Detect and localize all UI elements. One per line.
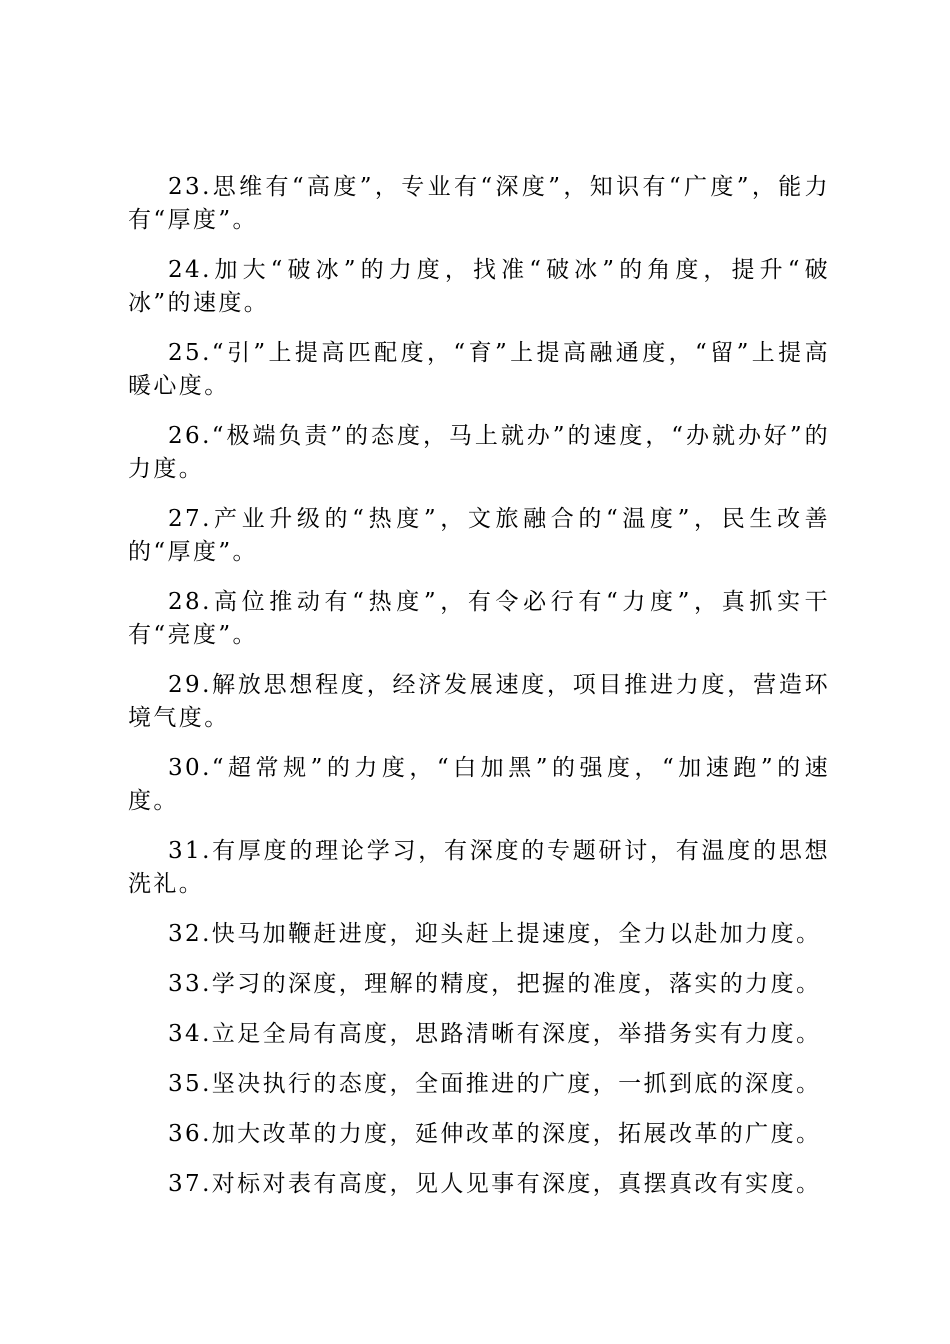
- list-item-31: 31.有厚度的理论学习，有深度的专题研讨，有温度的思想洗礼。: [128, 838, 830, 897]
- list-item-26: 26.“极端负责”的态度，马上就办”的速度，“办就办好”的力度。: [128, 423, 830, 482]
- list-item-35: 35.坚决执行的态度，全面推进的广度，一抓到底的深度。: [168, 1071, 822, 1097]
- list-item-25: 25.“引”上提高匹配度，“育”上提高融通度，“留”上提高暖心度。: [128, 340, 830, 399]
- list-item-24: 24.加大“破冰”的力度，找准“破冰”的角度，提升“破冰”的速度。: [128, 257, 830, 316]
- list-item-32: 32.快马加鞭赶进度，迎头赶上提速度，全力以赴加力度。: [168, 921, 822, 947]
- list-item-28: 28.高位推动有“热度”，有令必行有“力度”，真抓实干有“亮度”。: [128, 589, 830, 648]
- list-item-37: 37.对标对表有高度，见人见事有深度，真摆真改有实度。: [168, 1171, 822, 1197]
- document-body: [128, 171, 830, 1218]
- list-item-34: 34.立足全局有高度，思路清晰有深度，举措务实有力度。: [168, 1021, 822, 1047]
- list-item-29: 29.解放思想程度，经济发展速度，项目推进力度，营造环境气度。: [128, 672, 830, 731]
- list-item-36: 36.加大改革的力度，延伸改革的深度，拓展改革的广度。: [168, 1121, 822, 1147]
- list-item-30: 30.“超常规”的力度，“白加黑”的强度，“加速跑”的速度。: [128, 755, 830, 814]
- list-item-27: 27.产业升级的“热度”，文旅融合的“温度”，民生改善的“厚度”。: [128, 506, 830, 565]
- list-item-23: 23.思维有“高度”，专业有“深度”，知识有“广度”，能力有“厚度”。: [128, 174, 830, 233]
- list-item-33: 33.学习的深度，理解的精度，把握的准度，落实的力度。: [168, 971, 822, 997]
